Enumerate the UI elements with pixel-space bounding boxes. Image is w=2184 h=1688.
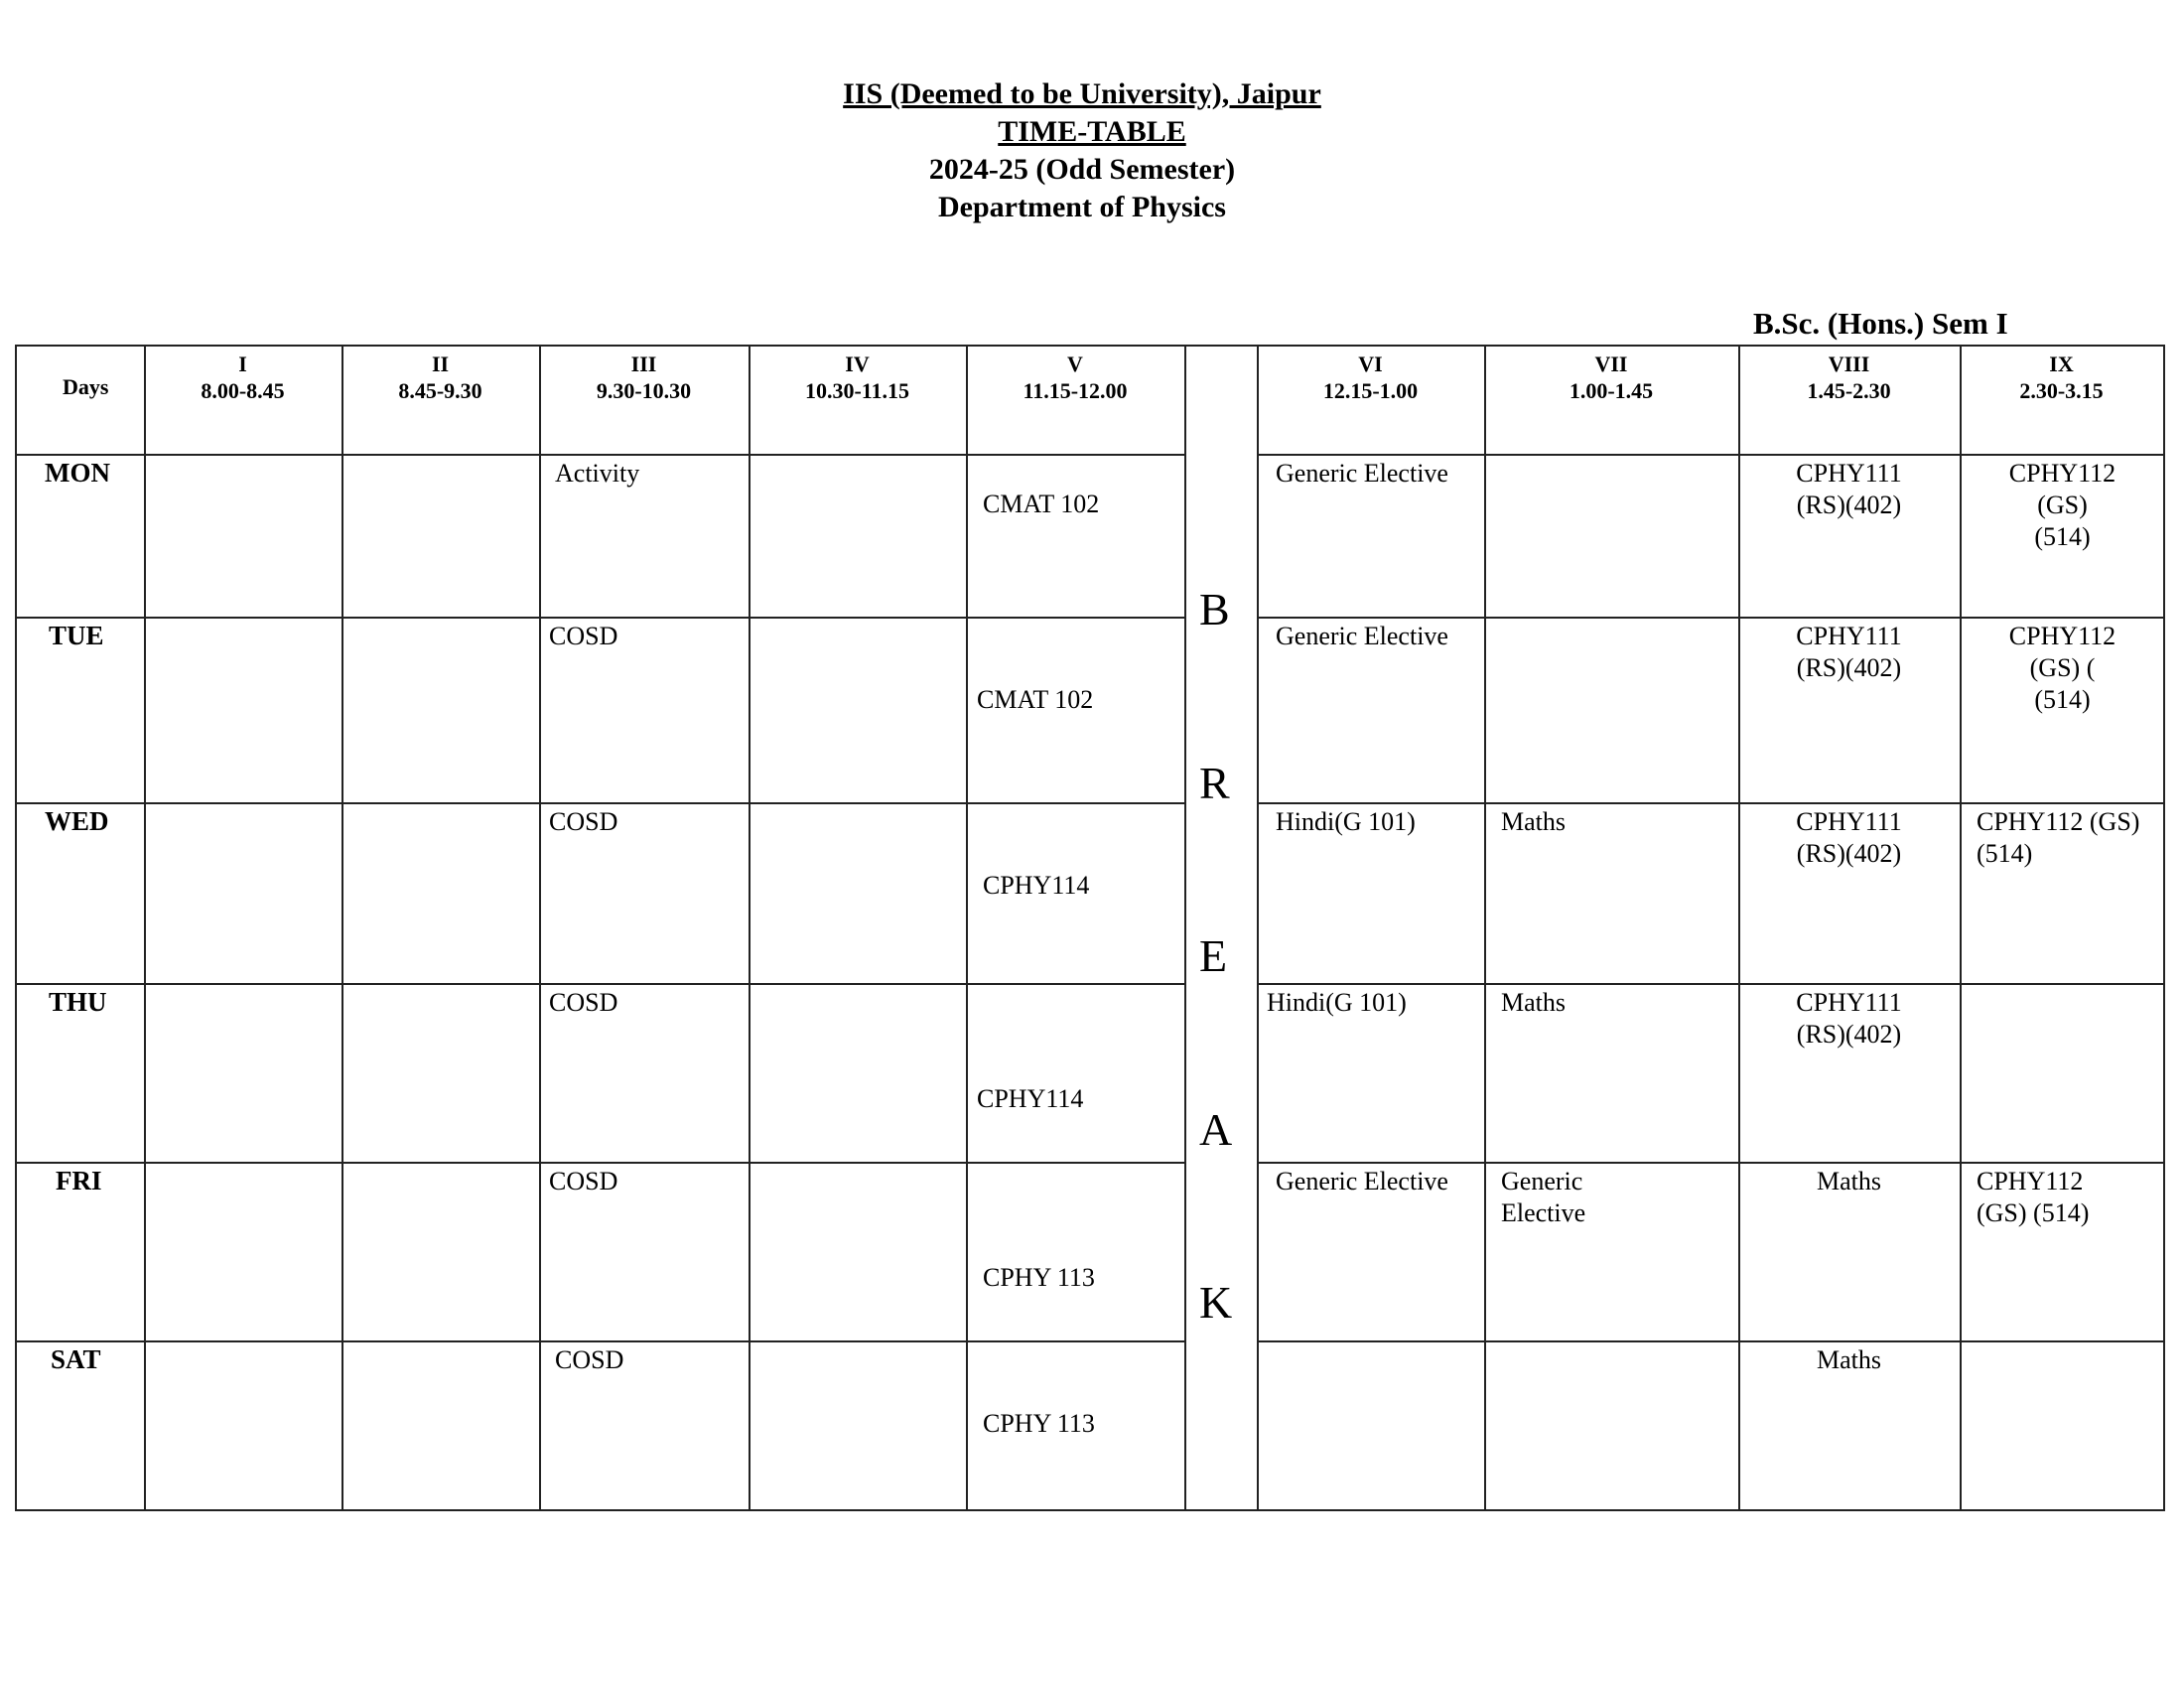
table-cell: Generic Elective: [1501, 1167, 1586, 1227]
day-label: WED: [45, 806, 109, 836]
table-cell: Hindi(G 101): [1267, 988, 1407, 1017]
program-label: B.Sc. (Hons.) Sem I: [1753, 306, 2008, 341]
day-label: TUE: [49, 621, 104, 650]
table-cell: COSD: [555, 1345, 624, 1374]
day-label: FRI: [56, 1166, 102, 1196]
session-title: 2024-25 (Odd Semester): [928, 153, 1236, 186]
table-cell: CPHY 113: [983, 1263, 1095, 1292]
period-header: V 11.15-12.00: [1023, 352, 1128, 403]
table-cell: CPHY114: [977, 1084, 1084, 1113]
document-title: TIME-TABLE: [998, 115, 1186, 148]
break-letter: K: [1199, 1277, 1233, 1328]
table-cell: CMAT 102: [983, 490, 1100, 518]
period-header: VII 1.00-1.45: [1569, 352, 1654, 403]
period-header: VIII 1.45-2.30: [1807, 352, 1891, 403]
table-cell: CPHY112 (GS) ( (514): [2008, 622, 2116, 714]
table-cell: COSD: [549, 807, 618, 836]
table-cell: CPHY111 (RS)(402): [1796, 622, 1902, 682]
day-label: THU: [49, 987, 107, 1017]
table-cell: CPHY 113: [983, 1409, 1095, 1438]
table-cell: CPHY111 (RS)(402): [1796, 988, 1902, 1049]
department-title: Department of Physics: [938, 191, 1226, 223]
break-letter: E: [1199, 930, 1228, 981]
table-cell: Maths: [1501, 807, 1566, 836]
period-header: VI 12.15-1.00: [1322, 352, 1419, 403]
table-cell: Hindi(G 101): [1276, 807, 1416, 836]
table-cell: CPHY112 (GS) (514): [1977, 1167, 2090, 1227]
table-cell: Maths: [1817, 1345, 1881, 1374]
table-cell: CPHY111 (RS)(402): [1796, 807, 1902, 868]
period-header: IX 2.30-3.15: [2019, 352, 2104, 403]
period-header: III 9.30-10.30: [596, 352, 692, 403]
table-cell: CPHY112 (GS) (514): [2008, 459, 2116, 551]
period-header: II 8.45-9.30: [398, 352, 482, 403]
day-label: SAT: [51, 1344, 101, 1374]
table-cell: CPHY114: [983, 871, 1090, 900]
table-cell: COSD: [549, 1167, 618, 1196]
table-cell: Maths: [1501, 988, 1566, 1017]
break-letter: B: [1199, 584, 1230, 634]
table-cell: CPHY112 (GS) (514): [1977, 807, 2140, 868]
table-cell: COSD: [549, 622, 618, 650]
table-cell: COSD: [549, 988, 618, 1017]
table-cell: Generic Elective: [1276, 622, 1448, 650]
institution-title: IIS (Deemed to be University), Jaipur: [843, 77, 1321, 110]
break-letter: R: [1199, 758, 1230, 808]
days-header: Days: [63, 374, 109, 399]
timetable: [15, 345, 2165, 1511]
table-cell: Maths: [1817, 1167, 1881, 1196]
table-cell: Activity: [555, 459, 640, 488]
table-cell: Generic Elective: [1276, 459, 1448, 488]
period-header: IV 10.30-11.15: [804, 352, 910, 403]
table-cell: CMAT 102: [977, 685, 1094, 714]
day-label: MON: [45, 458, 110, 488]
table-cell: Generic Elective: [1276, 1167, 1448, 1196]
period-header: I 8.00-8.45: [201, 352, 285, 403]
break-letter: A: [1199, 1104, 1233, 1155]
table-cell: CPHY111 (RS)(402): [1796, 459, 1902, 519]
